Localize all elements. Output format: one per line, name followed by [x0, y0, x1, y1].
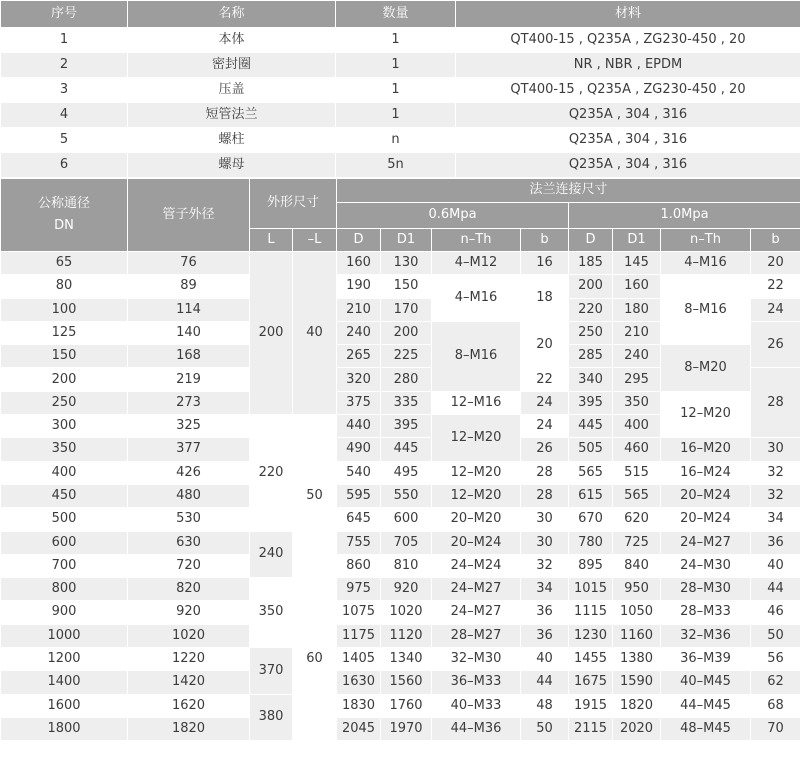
- table-row: [1, 53, 800, 78]
- header-pressure-0-6: 0.6Mpa: [337, 203, 569, 229]
- d-cell: 975: [337, 578, 381, 601]
- nth-cell: 4–M16: [661, 252, 751, 275]
- table-row: [1, 671, 800, 694]
- od-cell: 1820: [128, 717, 250, 740]
- nth-cell: 4–M12: [432, 252, 521, 275]
- nth-cell: 24–M27: [432, 601, 521, 624]
- d-cell: 375: [337, 391, 381, 414]
- b-cell: 40: [751, 554, 800, 577]
- nth-cell: 32–M36: [661, 624, 751, 647]
- d1-cell: 1020: [381, 601, 432, 624]
- d1-cell: 1970: [381, 717, 432, 740]
- d-cell: 1915: [569, 694, 613, 717]
- dn-cell: 200: [1, 368, 128, 391]
- b-cell: 36: [521, 624, 569, 647]
- nth-cell: 12–M20: [432, 461, 521, 484]
- nth-cell: 12–M16: [432, 391, 521, 414]
- d-cell: 595: [337, 484, 381, 507]
- nth-cell: 12–M20: [661, 391, 751, 438]
- dn-cell: 1000: [1, 624, 128, 647]
- b-cell: 24: [521, 391, 569, 414]
- d-cell: 1455: [569, 648, 613, 671]
- nth-cell: 24–M24: [432, 554, 521, 577]
- d-cell: 240: [337, 321, 381, 344]
- dn-cell: 500: [1, 508, 128, 531]
- part-material: QT400-15 , Q235A , ZG230-450 , 20: [456, 28, 800, 53]
- d1-cell: 1050: [613, 601, 661, 624]
- table-row: [1, 508, 800, 531]
- b-cell: 70: [751, 717, 800, 740]
- d1-cell: 210: [613, 321, 661, 344]
- d-cell: 340: [569, 368, 613, 391]
- d1-cell: 180: [613, 298, 661, 321]
- table-row: [1, 28, 800, 53]
- nth-cell: 28–M30: [661, 578, 751, 601]
- neg-length-cell: 50: [293, 415, 337, 578]
- nth-cell: 28–M27: [432, 624, 521, 647]
- b-cell: 16: [521, 252, 569, 275]
- d1-cell: 1380: [613, 648, 661, 671]
- dn-cell: 800: [1, 578, 128, 601]
- d1-cell: 445: [381, 438, 432, 461]
- part-name: 压盖: [128, 78, 336, 103]
- part-name: 螺柱: [128, 128, 336, 153]
- nth-cell: 40–M45: [661, 671, 751, 694]
- header-D: D: [569, 229, 613, 252]
- b-cell: 30: [521, 531, 569, 554]
- length-cell: 380: [250, 694, 293, 741]
- d1-cell: 400: [613, 415, 661, 438]
- d1-cell: 150: [381, 275, 432, 298]
- table-row: [1, 103, 800, 128]
- dn-cell: 1400: [1, 671, 128, 694]
- nth-cell: 20–M20: [432, 508, 521, 531]
- header-flange: 法兰连接尺寸: [337, 179, 800, 203]
- od-cell: 530: [128, 508, 250, 531]
- table-row: [1, 345, 800, 368]
- d-cell: 1075: [337, 601, 381, 624]
- b-cell: 34: [751, 508, 800, 531]
- d-cell: 1175: [337, 624, 381, 647]
- d1-cell: 2020: [613, 717, 661, 740]
- part-qty: 1: [336, 28, 456, 53]
- d1-cell: 840: [613, 554, 661, 577]
- d1-cell: 295: [613, 368, 661, 391]
- od-cell: 168: [128, 345, 250, 368]
- header-qty: 数量: [336, 1, 456, 28]
- d-cell: 265: [337, 345, 381, 368]
- d1-cell: 145: [613, 252, 661, 275]
- header-dn-line1: 公称通径: [37, 196, 90, 211]
- d-cell: 540: [337, 461, 381, 484]
- d-cell: 220: [569, 298, 613, 321]
- b-cell: 44: [521, 671, 569, 694]
- d-cell: 200: [569, 275, 613, 298]
- d-cell: 445: [569, 415, 613, 438]
- header-b: b: [521, 229, 569, 252]
- d1-cell: 160: [613, 275, 661, 298]
- nth-cell: 36–M33: [432, 671, 521, 694]
- b-cell: 46: [751, 601, 800, 624]
- length-cell: 200: [250, 252, 293, 415]
- b-cell: 36: [751, 531, 800, 554]
- d1-cell: 280: [381, 368, 432, 391]
- part-name: 密封圈: [128, 53, 336, 78]
- header-no: 序号: [1, 1, 128, 28]
- nth-cell: 28–M33: [661, 601, 751, 624]
- header-outline: 外形尺寸: [250, 179, 337, 229]
- b-cell: 28: [751, 368, 800, 438]
- d-cell: 1405: [337, 648, 381, 671]
- b-cell: 20: [751, 252, 800, 275]
- b-cell: 50: [751, 624, 800, 647]
- part-name: 本体: [128, 28, 336, 53]
- part-name: 螺母: [128, 153, 336, 178]
- d-cell: 285: [569, 345, 613, 368]
- b-cell: 68: [751, 694, 800, 717]
- dn-cell: 900: [1, 601, 128, 624]
- table-row: [1, 578, 800, 601]
- od-cell: 920: [128, 601, 250, 624]
- od-cell: 219: [128, 368, 250, 391]
- d1-cell: 1160: [613, 624, 661, 647]
- d-cell: 1015: [569, 578, 613, 601]
- part-no: 3: [1, 78, 128, 103]
- dims-header-row: [1, 179, 800, 203]
- nth-cell: 4–M16: [432, 275, 521, 322]
- b-cell: 30: [521, 508, 569, 531]
- dn-cell: 125: [1, 321, 128, 344]
- d-cell: 780: [569, 531, 613, 554]
- table-row: [1, 78, 800, 103]
- d-cell: 670: [569, 508, 613, 531]
- table-row: [1, 275, 800, 298]
- dn-cell: 350: [1, 438, 128, 461]
- od-cell: 325: [128, 415, 250, 438]
- table-row: [1, 554, 800, 577]
- od-cell: 1020: [128, 624, 250, 647]
- nth-cell: 12–M20: [432, 415, 521, 462]
- table-row: [1, 128, 800, 153]
- header-b: b: [751, 229, 800, 252]
- part-no: 6: [1, 153, 128, 178]
- nth-cell: 40–M33: [432, 694, 521, 717]
- b-cell: 26: [751, 321, 800, 368]
- b-cell: 48: [521, 694, 569, 717]
- table-row: [1, 624, 800, 647]
- nth-cell: 24–M30: [661, 554, 751, 577]
- dimensions-table: [0, 178, 800, 741]
- header-D1: D1: [613, 229, 661, 252]
- nth-cell: 20–M24: [661, 484, 751, 507]
- d1-cell: 170: [381, 298, 432, 321]
- header-dn: [1, 179, 128, 252]
- d1-cell: 550: [381, 484, 432, 507]
- b-cell: 20: [521, 321, 569, 368]
- d-cell: 320: [337, 368, 381, 391]
- part-no: 2: [1, 53, 128, 78]
- od-cell: 630: [128, 531, 250, 554]
- b-cell: 36: [521, 601, 569, 624]
- dn-cell: 1600: [1, 694, 128, 717]
- od-cell: 480: [128, 484, 250, 507]
- dn-cell: 1200: [1, 648, 128, 671]
- table-row: [1, 438, 800, 461]
- d1-cell: 350: [613, 391, 661, 414]
- header-nTh: n–Th: [432, 229, 521, 252]
- parts-header-row: [1, 1, 800, 28]
- nth-cell: 32–M30: [432, 648, 521, 671]
- length-cell: 370: [250, 648, 293, 695]
- nth-cell: 16–M24: [661, 461, 751, 484]
- table-row: [1, 694, 800, 717]
- d-cell: 160: [337, 252, 381, 275]
- b-cell: 22: [751, 275, 800, 298]
- od-cell: 820: [128, 578, 250, 601]
- header-pipe-od: 管子外径: [128, 179, 250, 252]
- b-cell: 50: [521, 717, 569, 740]
- nth-cell: 48–M45: [661, 717, 751, 740]
- d1-cell: 495: [381, 461, 432, 484]
- dn-cell: 150: [1, 345, 128, 368]
- part-no: 5: [1, 128, 128, 153]
- length-cell: 240: [250, 531, 293, 578]
- d1-cell: 620: [613, 508, 661, 531]
- b-cell: 32: [751, 461, 800, 484]
- d1-cell: 600: [381, 508, 432, 531]
- od-cell: 1220: [128, 648, 250, 671]
- table-row: [1, 717, 800, 740]
- nth-cell: 24–M27: [432, 578, 521, 601]
- nth-cell: 36–M39: [661, 648, 751, 671]
- dn-cell: 400: [1, 461, 128, 484]
- length-cell: 350: [250, 578, 293, 648]
- d-cell: 1230: [569, 624, 613, 647]
- od-cell: 76: [128, 252, 250, 275]
- b-cell: 34: [521, 578, 569, 601]
- d1-cell: 725: [613, 531, 661, 554]
- d1-cell: 225: [381, 345, 432, 368]
- table-row: [1, 461, 800, 484]
- d-cell: 755: [337, 531, 381, 554]
- nth-cell: 44–M45: [661, 694, 751, 717]
- d1-cell: 810: [381, 554, 432, 577]
- d-cell: 615: [569, 484, 613, 507]
- header-name: 名称: [128, 1, 336, 28]
- nth-cell: 20–M24: [432, 531, 521, 554]
- b-cell: 22: [521, 368, 569, 391]
- table-row: [1, 252, 800, 275]
- dn-cell: 300: [1, 415, 128, 438]
- nth-cell: 8–M16: [661, 275, 751, 345]
- b-cell: 28: [521, 461, 569, 484]
- nth-cell: 12–M20: [432, 484, 521, 507]
- nth-cell: 24–M27: [661, 531, 751, 554]
- d-cell: 645: [337, 508, 381, 531]
- dn-cell: 1800: [1, 717, 128, 740]
- d-cell: 2115: [569, 717, 613, 740]
- d-cell: 565: [569, 461, 613, 484]
- d-cell: 440: [337, 415, 381, 438]
- parts-table: [0, 0, 800, 178]
- header-pressure-1-0: 1.0Mpa: [569, 203, 800, 229]
- d1-cell: 1560: [381, 671, 432, 694]
- od-cell: 720: [128, 554, 250, 577]
- length-cell: 220: [250, 415, 293, 531]
- d1-cell: 130: [381, 252, 432, 275]
- d-cell: 2045: [337, 717, 381, 740]
- dn-cell: 100: [1, 298, 128, 321]
- d1-cell: 515: [613, 461, 661, 484]
- table-row: [1, 484, 800, 507]
- d1-cell: 950: [613, 578, 661, 601]
- part-material: QT400-15 , Q235A , ZG230-450 , 20: [456, 78, 800, 103]
- d1-cell: 920: [381, 578, 432, 601]
- part-no: 4: [1, 103, 128, 128]
- header-L: L: [250, 229, 293, 252]
- part-material: Q235A , 304 , 316: [456, 128, 800, 153]
- table-row: [1, 601, 800, 624]
- header-dn-line2: DN: [54, 218, 74, 233]
- d-cell: 190: [337, 275, 381, 298]
- d-cell: 395: [569, 391, 613, 414]
- dn-cell: 600: [1, 531, 128, 554]
- part-name: 短管法兰: [128, 103, 336, 128]
- b-cell: 32: [521, 554, 569, 577]
- part-qty: 1: [336, 78, 456, 103]
- nth-cell: 20–M24: [661, 508, 751, 531]
- od-cell: 1420: [128, 671, 250, 694]
- d-cell: 1115: [569, 601, 613, 624]
- part-no: 1: [1, 28, 128, 53]
- part-qty: 5n: [336, 153, 456, 178]
- d1-cell: 1340: [381, 648, 432, 671]
- d1-cell: 200: [381, 321, 432, 344]
- b-cell: 30: [751, 438, 800, 461]
- part-material: Q235A , 304 , 316: [456, 153, 800, 178]
- d-cell: 895: [569, 554, 613, 577]
- header-nTh: n–Th: [661, 229, 751, 252]
- dn-cell: 450: [1, 484, 128, 507]
- b-cell: 62: [751, 671, 800, 694]
- d1-cell: 1120: [381, 624, 432, 647]
- d-cell: 185: [569, 252, 613, 275]
- b-cell: 32: [751, 484, 800, 507]
- d-cell: 1675: [569, 671, 613, 694]
- part-qty: 1: [336, 53, 456, 78]
- neg-length-cell: 60: [293, 578, 337, 741]
- table-row: [1, 391, 800, 414]
- dn-cell: 250: [1, 391, 128, 414]
- d-cell: 860: [337, 554, 381, 577]
- nth-cell: 8–M16: [432, 321, 521, 391]
- header-material: 材料: [456, 1, 800, 28]
- d1-cell: 1760: [381, 694, 432, 717]
- neg-length-cell: 40: [293, 252, 337, 415]
- dn-cell: 65: [1, 252, 128, 275]
- table-row: [1, 648, 800, 671]
- b-cell: 18: [521, 275, 569, 322]
- nth-cell: 8–M20: [661, 345, 751, 392]
- b-cell: 24: [751, 298, 800, 321]
- d1-cell: 460: [613, 438, 661, 461]
- b-cell: 26: [521, 438, 569, 461]
- d-cell: 250: [569, 321, 613, 344]
- part-material: NR , NBR , EPDM: [456, 53, 800, 78]
- b-cell: 28: [521, 484, 569, 507]
- od-cell: 140: [128, 321, 250, 344]
- header-D: D: [337, 229, 381, 252]
- nth-cell: 44–M36: [432, 717, 521, 740]
- d-cell: 210: [337, 298, 381, 321]
- d-cell: 505: [569, 438, 613, 461]
- od-cell: 377: [128, 438, 250, 461]
- part-material: Q235A , 304 , 316: [456, 103, 800, 128]
- d1-cell: 705: [381, 531, 432, 554]
- nth-cell: 16–M20: [661, 438, 751, 461]
- d1-cell: 240: [613, 345, 661, 368]
- dn-cell: 700: [1, 554, 128, 577]
- d1-cell: 565: [613, 484, 661, 507]
- d-cell: 490: [337, 438, 381, 461]
- od-cell: 89: [128, 275, 250, 298]
- d1-cell: 1820: [613, 694, 661, 717]
- d-cell: 1630: [337, 671, 381, 694]
- header-D1: D1: [381, 229, 432, 252]
- table-row: [1, 531, 800, 554]
- dn-cell: 80: [1, 275, 128, 298]
- b-cell: 56: [751, 648, 800, 671]
- table-row: [1, 153, 800, 178]
- d1-cell: 395: [381, 415, 432, 438]
- od-cell: 273: [128, 391, 250, 414]
- b-cell: 24: [521, 415, 569, 438]
- part-qty: 1: [336, 103, 456, 128]
- b-cell: 44: [751, 578, 800, 601]
- od-cell: 426: [128, 461, 250, 484]
- d1-cell: 335: [381, 391, 432, 414]
- b-cell: 40: [521, 648, 569, 671]
- header-neg-L: –L: [293, 229, 337, 252]
- part-qty: n: [336, 128, 456, 153]
- od-cell: 114: [128, 298, 250, 321]
- od-cell: 1620: [128, 694, 250, 717]
- d-cell: 1830: [337, 694, 381, 717]
- d1-cell: 1590: [613, 671, 661, 694]
